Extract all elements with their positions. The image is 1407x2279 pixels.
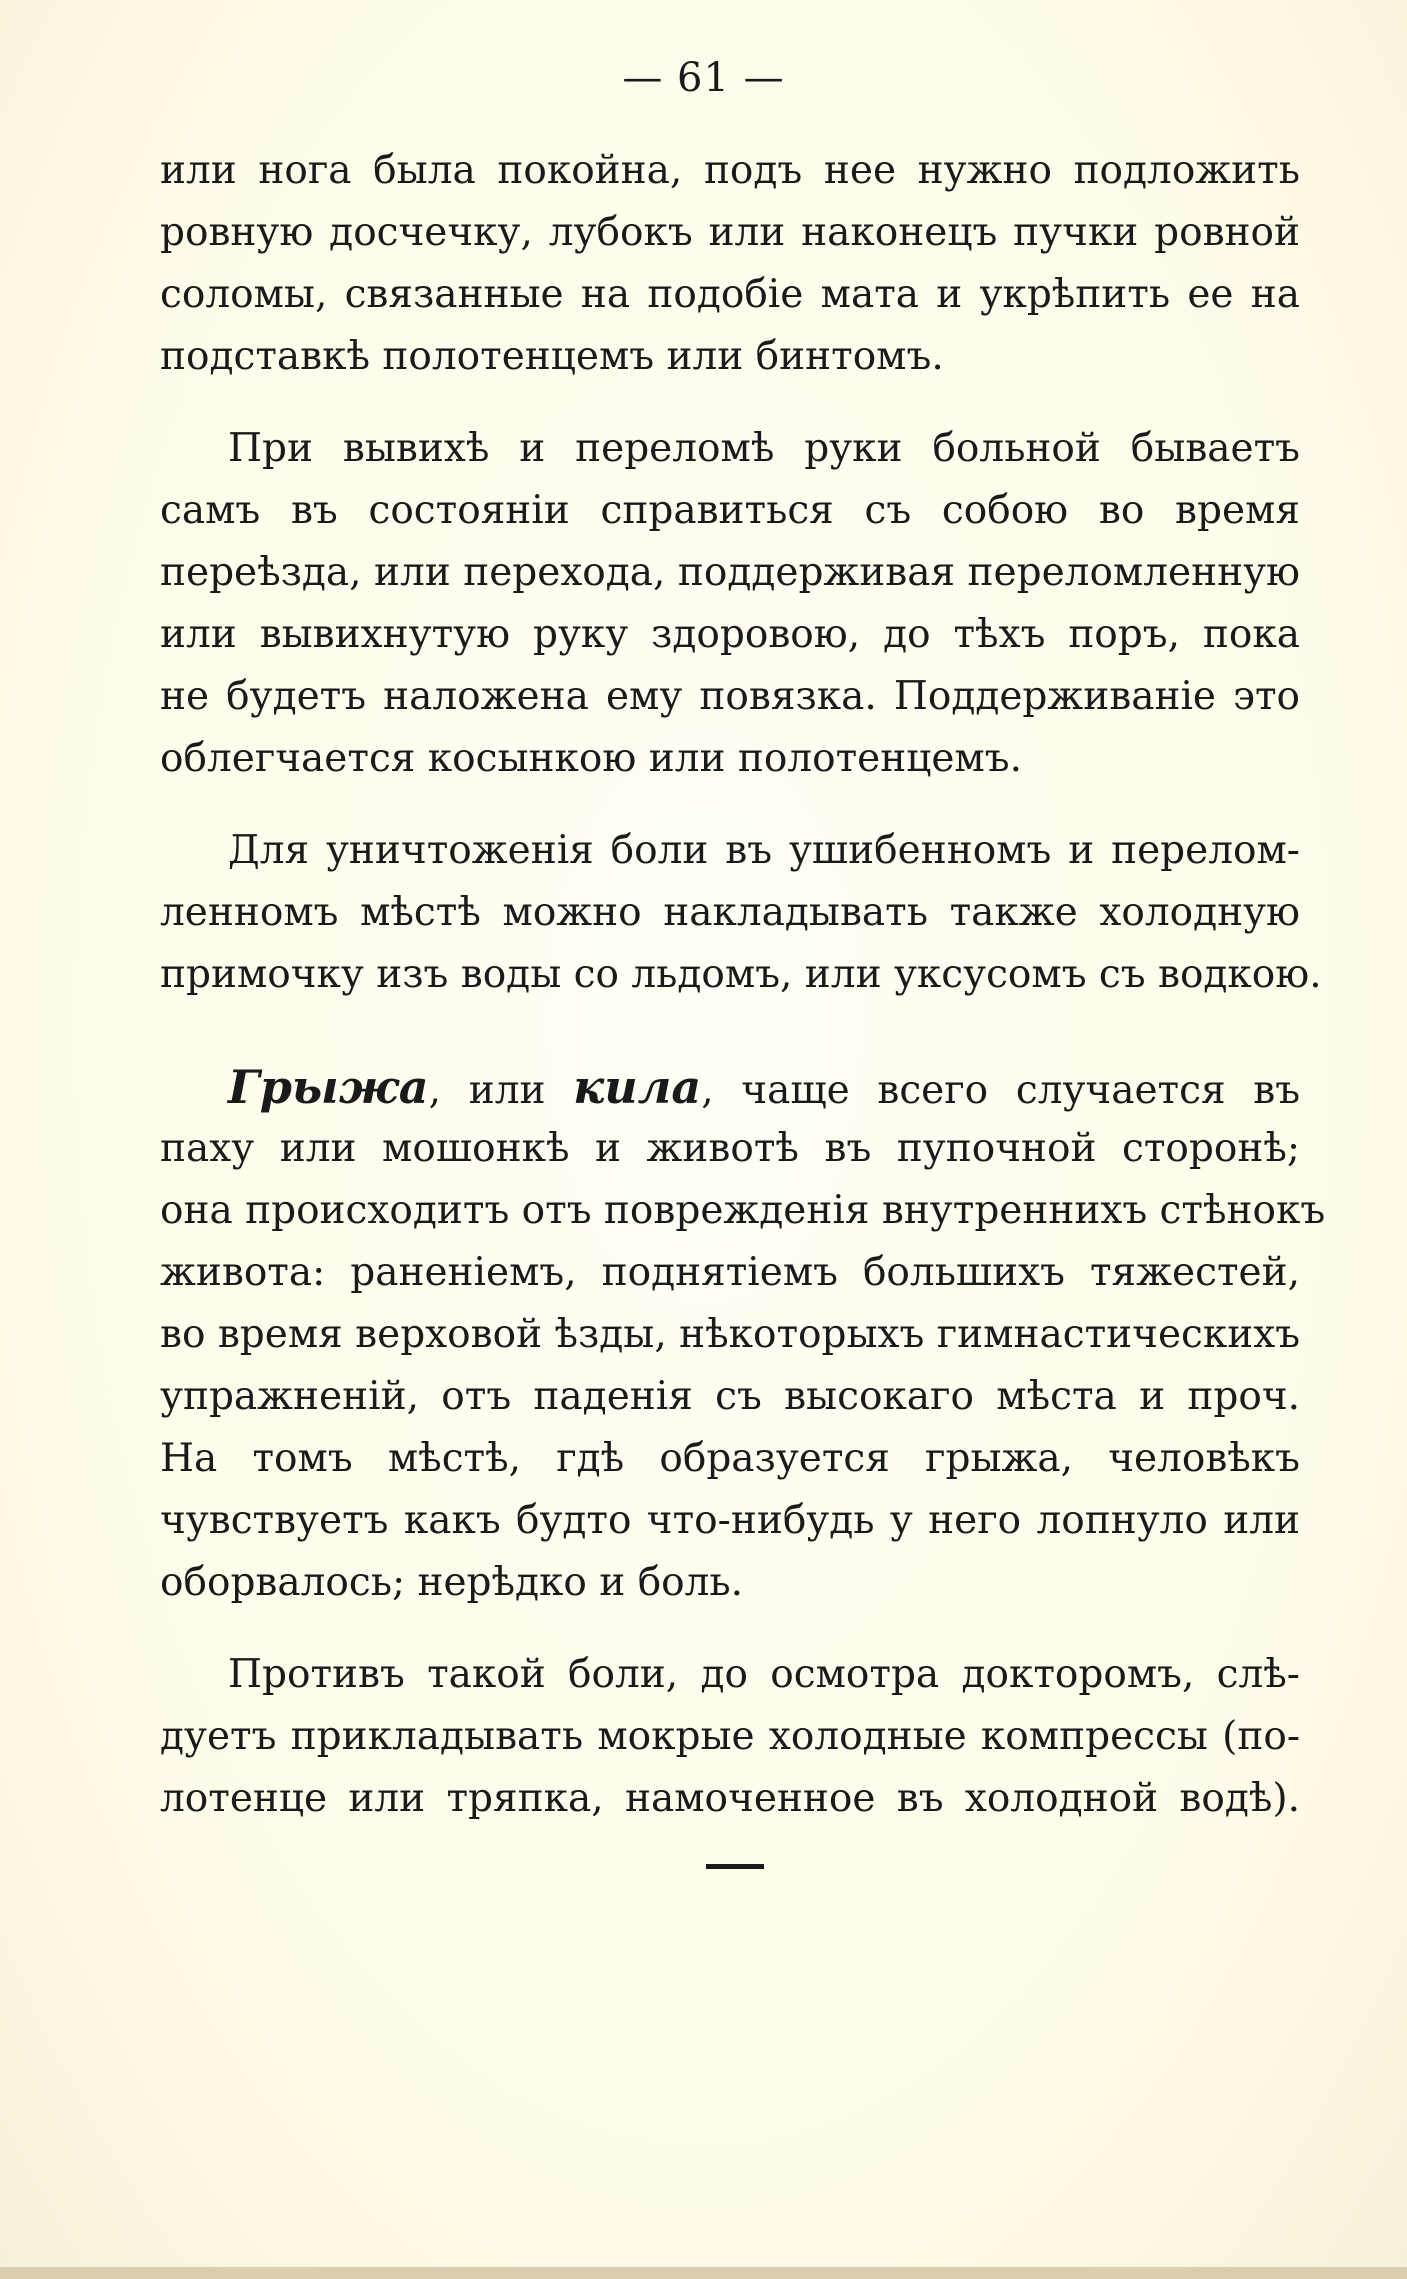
text-line: упражненій, отъ паденія съ высокаго мѣста и проч. [160, 1374, 1300, 1419]
term-gryzha: Грыжа [228, 1060, 429, 1114]
text-line: переѣзда, или перехода, поддерживая переломленную [160, 550, 1300, 595]
text-line: облегчается косынкою или полотенцемъ. [160, 736, 1022, 781]
text-line: Для уничтоженія боли въ ушибенномъ и перелом- [228, 828, 1300, 873]
text-fragment: , чаще всего случается въ [701, 1068, 1301, 1113]
text-line: ленномъ мѣстѣ можно накладывать также холодную [160, 890, 1300, 935]
end-rule-divider [706, 1864, 764, 1869]
text-line-first [160, 1056, 1300, 1118]
text-line: оборвалось; нерѣдко и боль. [160, 1560, 744, 1605]
text-line: паху или мошонкѣ и животѣ въ пупочной сторонѣ; [160, 1126, 1300, 1171]
body-text [160, 140, 1326, 1830]
page-edge [0, 2267, 1407, 2279]
text-line: самъ въ состояніи справиться съ собою во время [160, 488, 1300, 533]
text-line: примочку изъ воды со льдомъ, или уксусомъ съ водкою. [160, 952, 1322, 997]
text-line: она происходитъ отъ поврежденія внутреннихъ стѣнокъ [160, 1188, 1326, 1233]
page-number: — 61 — [622, 55, 785, 101]
text-line: Противъ такой боли, до осмотра докторомъ, слѣ- [228, 1652, 1300, 1697]
text-line: соломы, связанные на подобіе мата и укрѣпить ее на [160, 272, 1300, 317]
paragraph-hernia [160, 1056, 1326, 1614]
text-fragment: , или [428, 1068, 574, 1113]
text-line: подставкѣ полотенцемъ или бинтомъ. [160, 334, 944, 379]
paragraph [160, 1644, 1300, 1830]
text-line: дуетъ прикладывать мокрые холодные компрессы (по- [160, 1714, 1300, 1759]
text-line: или нога была покойна, подъ нее нужно подложить [160, 148, 1300, 193]
text-line: во время верховой ѣзды, нѣкоторыхъ гимнастическихъ [160, 1312, 1301, 1357]
text-line: или вывихнутую руку здоровою, до тѣхъ поръ, пока [160, 612, 1300, 657]
text-line: ровную досчечку, лубокъ или наконецъ пучки ровной [160, 210, 1300, 255]
paragraph [160, 820, 1322, 1006]
text-line: не будетъ наложена ему повязка. Поддерживаніе это [160, 674, 1300, 719]
text-line: лотенце или тряпка, намоченное въ холодной водѣ). [160, 1776, 1300, 1821]
paragraph [160, 140, 1300, 388]
text-line: При вывихѣ и переломѣ руки больной бываетъ [228, 426, 1300, 471]
term-kila: кила [573, 1060, 702, 1114]
text-line: чувствуетъ какъ будто что-нибудь у него лопнуло или [160, 1498, 1300, 1543]
paragraph [160, 418, 1300, 790]
text-line: живота: раненіемъ, поднятіемъ большихъ тяжестей, [160, 1250, 1300, 1295]
text-line: На томъ мѣстѣ, гдѣ образуется грыжа, человѣкъ [160, 1436, 1300, 1481]
